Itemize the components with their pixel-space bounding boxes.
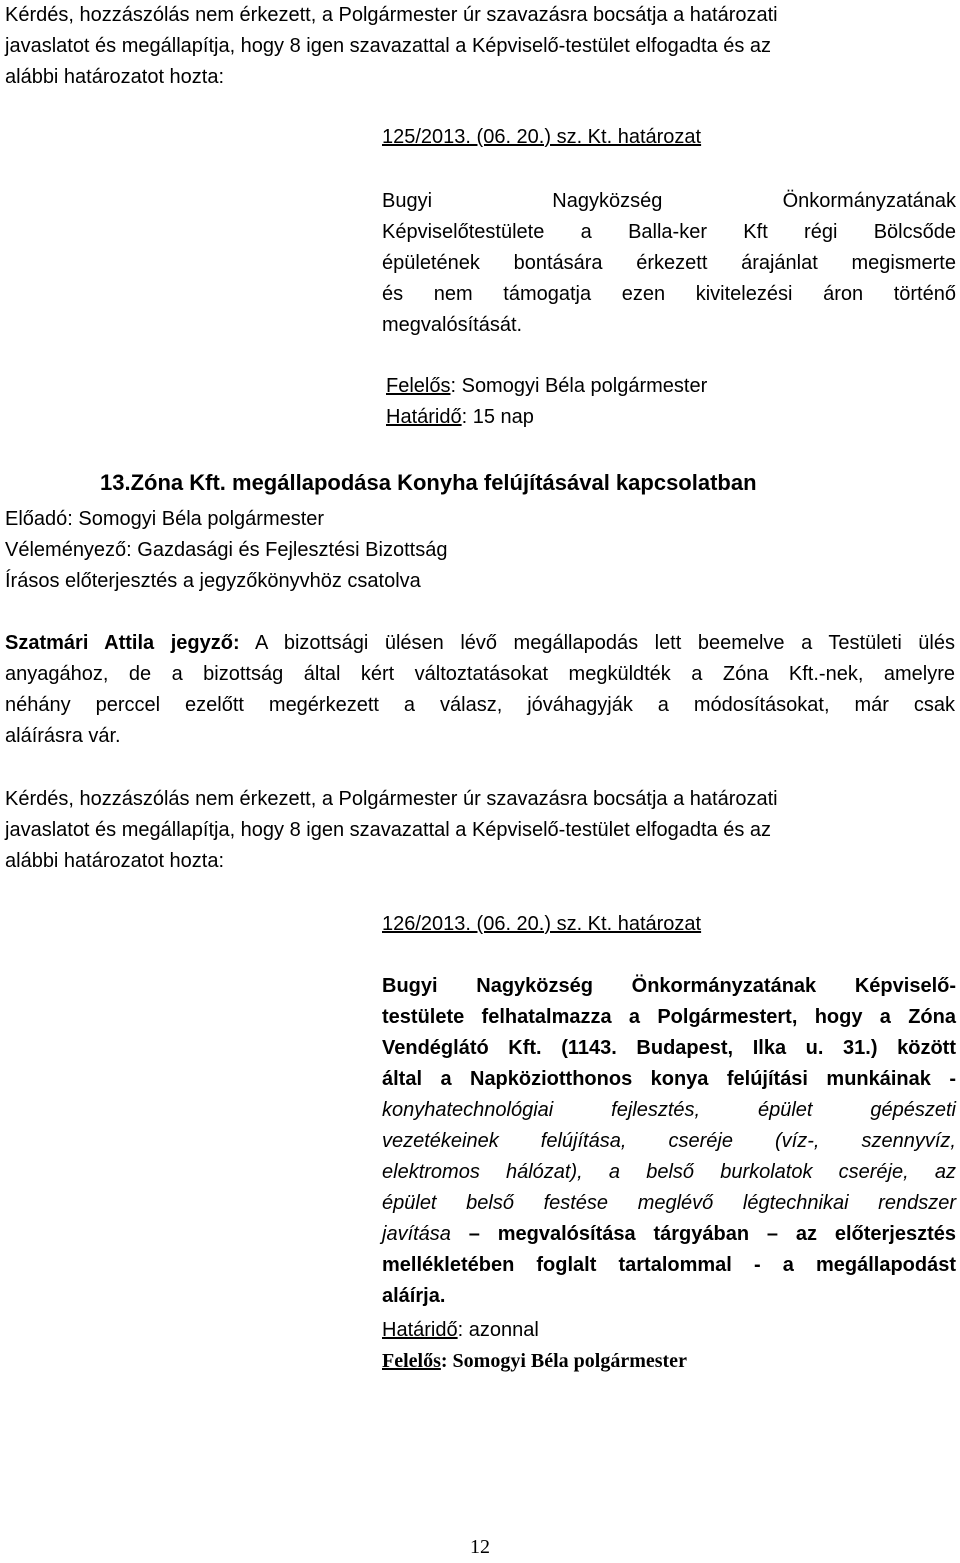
speaker-paragraph-line-1 xyxy=(5,628,955,659)
resolution-126-line-6: vezetékeinek felújítása, cseréje (víz-, szennyvíz, xyxy=(382,1130,956,1152)
resolution-125-title: 125/2013. (06. 20.) sz. Kt. határozat xyxy=(382,126,702,148)
resolution-126-line-5: konyhatechnológiai fejlesztés, épület gépészeti xyxy=(382,1099,956,1121)
resolution-125-line-2: Képviselőtestülete a Balla-ker Kft régi Bölcsőde xyxy=(382,221,956,243)
felelos-value: : Somogyi Béla polgármester xyxy=(450,375,708,397)
felelos-label-126: Felelős xyxy=(382,1350,441,1372)
resolution-126-line-11: aláírja. xyxy=(382,1285,446,1307)
resolution-126-line-1: Bugyi Nagyközség Önkormányzatának Képviselő- xyxy=(382,975,956,997)
hatarido-label: Határidő xyxy=(386,406,462,428)
resolution-125-line-3: épületének bontására érkezett árajánlat megismerte xyxy=(382,252,956,274)
agenda-item-13-irasos: Írásos előterjesztés a jegyzőkönyvhöz csatolva xyxy=(5,570,421,592)
resolution-125-line-1: Bugyi Nagyközség Önkormányzatának xyxy=(382,190,956,212)
resolution-126-line-4: által a Napköziotthonos konya felújítási munkáinak - xyxy=(382,1068,956,1090)
intro-line-3: alábbi határozatot hozta: xyxy=(5,66,225,88)
resolution-125-line-4: és nem támogatja ezen kivitelezési áron történő xyxy=(382,283,956,305)
intro-line-1: Kérdés, hozzászólás nem érkezett, a Polgármester úr szavazásra bocsátja a határozati xyxy=(5,4,778,26)
hatarido-value-126: : azonnal xyxy=(457,1319,539,1341)
intro-line-2: javaslatot és megállapítja, hogy 8 igen szavazattal a Képviselő-testület elfogadta és az xyxy=(5,35,772,57)
speaker-paragraph-line-2: anyagához, de a bizottság által kért változtatásokat megküldték a Zóna Kft.-nek, amelyre xyxy=(5,663,955,685)
resolution-126-felelos xyxy=(382,1346,956,1377)
speaker-paragraph-line-4: aláírásra vár. xyxy=(5,725,121,747)
hatarido-label-126: Határidő xyxy=(382,1319,458,1341)
resolution-126-hatarido xyxy=(382,1315,956,1346)
resolution-126-line-8: épület belső festése meglévő légtechnikai rendszer xyxy=(382,1192,956,1214)
resolution-126-bold-part: – megvalósítása tárgyában – az előterjesztés xyxy=(450,1223,956,1245)
vote-line-2: javaslatot és megállapítja, hogy 8 igen szavazattal a Képviselő-testület elfogadta és az xyxy=(5,819,772,841)
felelos-value-126: : Somogyi Béla polgármester xyxy=(440,1350,687,1372)
resolution-126-line-9 xyxy=(382,1219,956,1250)
vote-line-3: alábbi határozatot hozta: xyxy=(5,850,225,872)
resolution-125-hatarido xyxy=(386,402,960,433)
resolution-126-line-3: Vendéglátó Kft. (1143. Budapest, Ilka u. 31.) között xyxy=(382,1037,956,1059)
agenda-item-13-eloado: Előadó: Somogyi Béla polgármester xyxy=(5,508,325,530)
hatarido-value: : 15 nap xyxy=(461,406,534,428)
vote-line-1: Kérdés, hozzászólás nem érkezett, a Polgármester úr szavazásra bocsátja a határozati xyxy=(5,788,778,810)
speaker-text: A bizottsági ülésen lévő megállapodás lett beemelve a Testületi ülés xyxy=(239,632,955,654)
resolution-126-line-10: mellékletében foglalt tartalommal - a megállapodást xyxy=(382,1254,956,1276)
agenda-item-13-velemenyezo: Véleményező: Gazdasági és Fejlesztési Bizottság xyxy=(5,539,448,561)
felelos-label: Felelős xyxy=(386,375,451,397)
resolution-125-felelos xyxy=(386,371,960,402)
resolution-126-line-7: elektromos hálózat), a belső burkolatok cseréje, az xyxy=(382,1161,956,1183)
speaker-name: Szatmári Attila jegyző: xyxy=(5,632,240,654)
speaker-paragraph-line-3: néhány perccel ezelőtt megérkezett a válasz, jóváhagyják a módosításokat, már csak xyxy=(5,694,955,716)
page-number: 12 xyxy=(470,1536,490,1558)
resolution-125-line-5: megvalósítását. xyxy=(382,314,523,336)
resolution-126-italic-part: javítása xyxy=(382,1223,451,1245)
resolution-126-line-2: testülete felhatalmazza a Polgármestert, hogy a Zóna xyxy=(382,1006,956,1028)
resolution-126-title: 126/2013. (06. 20.) sz. Kt. határozat xyxy=(382,913,702,935)
agenda-item-13-heading: 13.Zóna Kft. megállapodása Konyha felújításával kapcsolatban xyxy=(100,470,757,495)
